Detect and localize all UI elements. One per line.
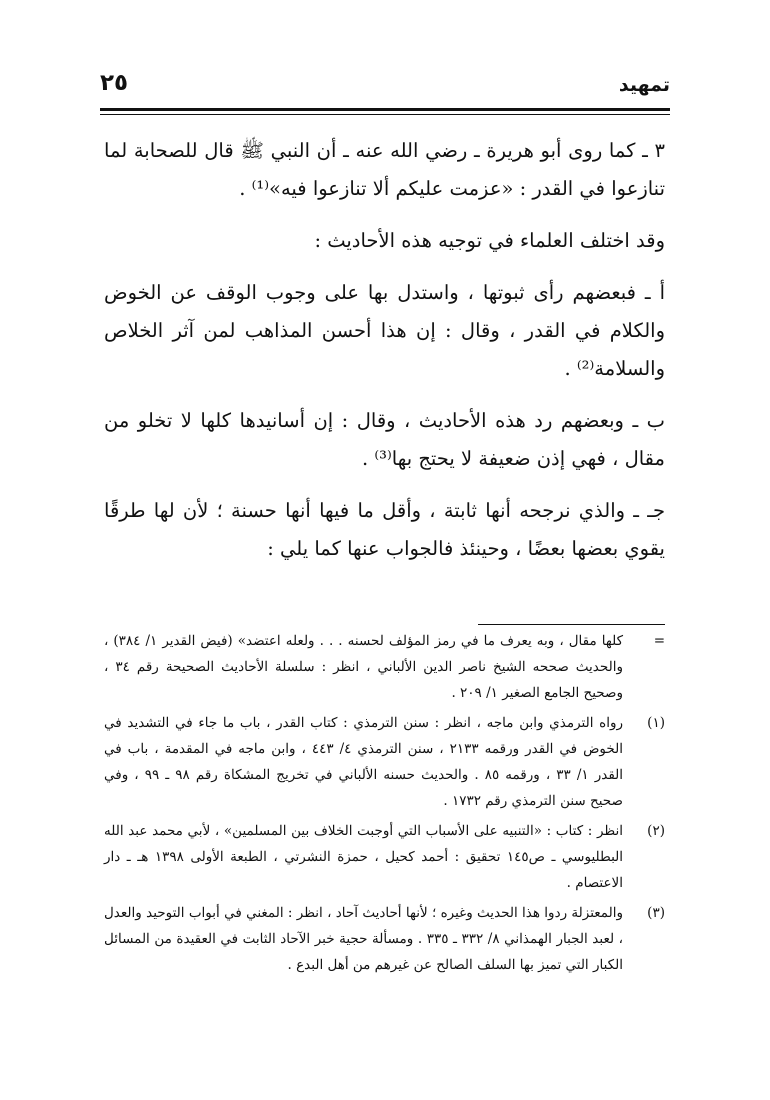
- footnotes: [104, 628, 665, 982]
- footnote-mark: (٢): [647, 823, 665, 839]
- footnote: [104, 900, 665, 978]
- footnote-text: رواه الترمذي وابن ماجه ، انظر : سنن الترمذي : كتاب القدر ، باب ما جاء في التشديد في الخوض في القدر ورقمه ٢١٣٣ ، سنن الترمذي ٤/ ٤٤٣ ، وابن ماجه في المقدمة ، باب في القدر ١/ ٣٣ ، ورقمه ٨٥ . والحديث حسنه الألباني في تخريج المشكاة رقم ٩٨ ـ ٩٩ ، وفي صحيح سنن الترمذي رقم ١٧٣٢ .: [104, 715, 624, 809]
- footnote-text: كلها مقال ، وبه يعرف ما في رمز المؤلف لحسنه . . . ولعله اعتضد» (فيض القدير ١/ ٣٨٤) ، والحديث صححه الشيخ ناصر الدين الألباني ، انظر : سلسلة الأحاديث الصحيحة رقم ٣٤ ، وصحيح الجامع الصغير ١/ ٢٠٩ .: [104, 633, 623, 701]
- footnote-mark: =: [653, 633, 665, 649]
- paragraph-hadith: ٣ ـ كما روى أبو هريرة ـ رضي الله عنه ـ أن النبي ﷺ قال للصحابة لما تنازعوا في القدر : «عزمت عليكم ألا تنازعوا فيه»⁽¹⁾ .: [104, 139, 665, 200]
- footnote: [104, 628, 665, 706]
- paragraph-opinion-c: جـ ـ والذي نرجحه أنها ثابتة ، وأقل ما فيها أنها حسنة ؛ لأن لها طرقًا يقوي بعضها بعضًا ، وحينئذ فالجواب عنها كما يلي :: [104, 499, 665, 560]
- header-rule-thick: [100, 108, 670, 111]
- paragraph-opinion-a: أ ـ فبعضهم رأى ثبوتها ، واستدل بها على وجوب الوقف عن الخوض والكلام في القدر ، وقال : إن هذا أحسن المذاهب لمن آثر الخلاص والسلامة⁽²⁾ .: [104, 281, 665, 380]
- footnote-mark: (٣): [647, 905, 665, 921]
- header-rule-thin: [100, 114, 670, 115]
- footnote: [104, 710, 665, 814]
- running-header: [100, 70, 670, 96]
- footnote-text: انظر : كتاب : «التنبيه على الأسباب التي أوجبت الخلاف بين المسلمين» ، لأبي محمد عبد الله البطليوسي ـ ص١٤٥ تحقيق : أحمد كحيل ، حمزة النشرتي ، الطبعة الأولى ١٣٩٨ هـ ـ دار الاعتصام .: [104, 823, 624, 891]
- footnote-text: والمعتزلة ردوا هذا الحديث وغيره ؛ لأنها أحاديث آحاد ، انظر : المغني في أبواب التوحيد والعدل ، لعبد الجبار الهمذاني ٨/ ٣٣٢ ـ ٣٣٥ . ومسألة حجية خبر الآحاد الثابت في العقيدة من المسائل الكبار التي تميز بها السلف الصالح عن غيرهم من أهل البدع .: [104, 905, 623, 973]
- main-text: [104, 132, 665, 568]
- footnote-separator: [478, 624, 665, 625]
- chapter-title: تمهيد: [618, 74, 670, 96]
- paragraph-opinion-b: ب ـ وبعضهم رد هذه الأحاديث ، وقال : إن أسانيدها كلها لا تخلو من مقال ، فهي إذن ضعيفة لا يحتج بها⁽³⁾ .: [104, 409, 665, 470]
- footnote-mark: (١): [647, 715, 665, 731]
- footnote: [104, 818, 665, 896]
- paragraph-intro: وقد اختلف العلماء في توجيه هذه الأحاديث :: [314, 229, 665, 252]
- page-number: ٢٥: [100, 70, 129, 96]
